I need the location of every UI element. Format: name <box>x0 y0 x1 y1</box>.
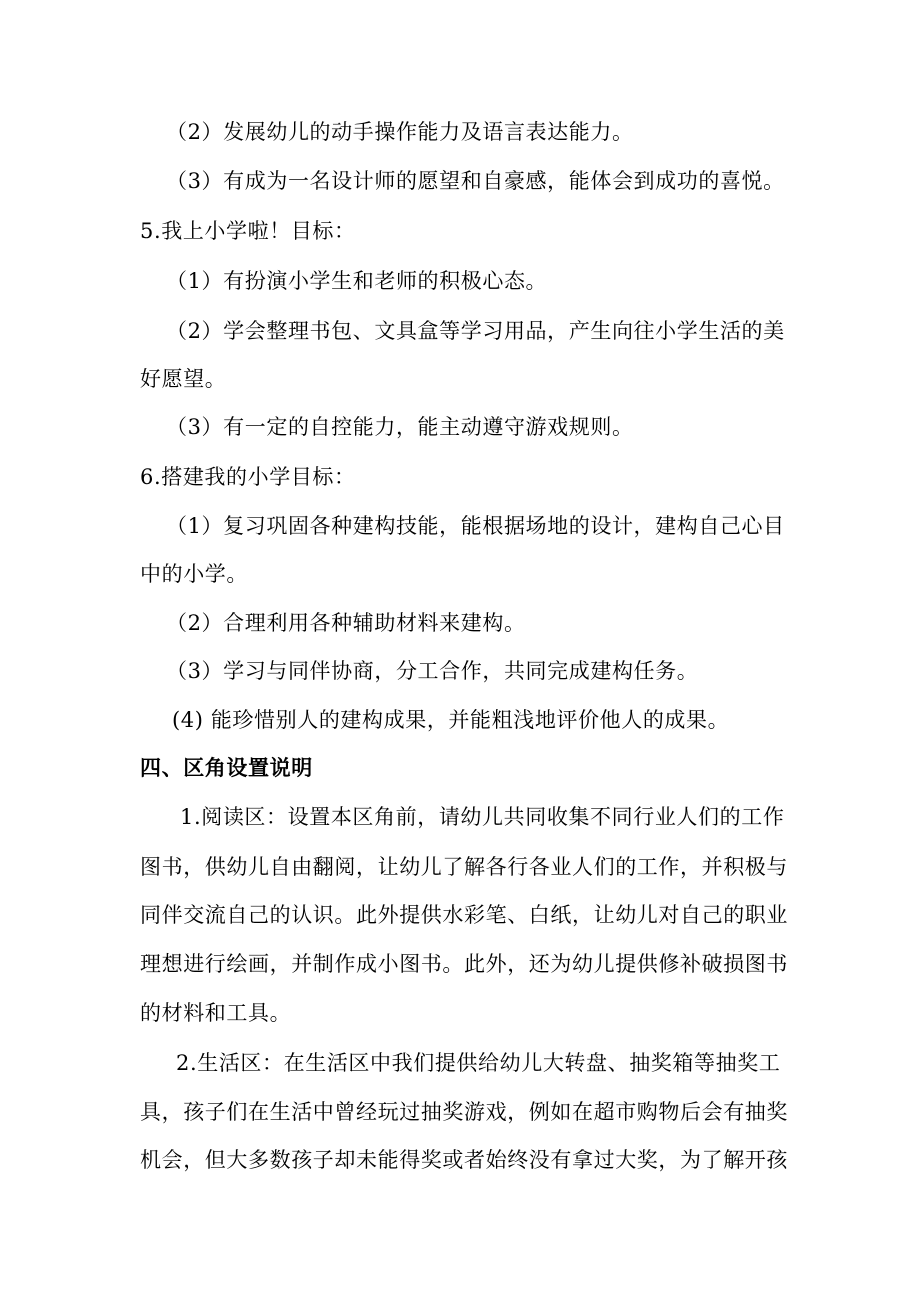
life-area-para-line-3: 机会，但大多数孩子却未能得奖或者始终没有拿过大奖，为了解开孩 <box>140 1148 788 1172</box>
goal-6-item-1-cont: 中的小学。 <box>140 562 248 586</box>
reading-area-para-line-2: 图书，供幼儿自由翻阅，让幼儿了解各行各业人们的工作，并积极与 <box>140 855 788 879</box>
goal-5-heading: 5.我上小学啦！目标： <box>140 219 356 243</box>
goal-6-item-4: (4) 能珍惜别人的建构成果，并能粗浅地评价他人的成果。 <box>172 708 730 732</box>
section-4-heading: 四、区角设置说明 <box>140 756 313 780</box>
goal-6-item-2: （2）合理利用各种辅助材料来建构。 <box>166 611 526 635</box>
goal-6-heading: 6.搭建我的小学目标： <box>140 465 356 489</box>
reading-area-para-line-3: 同伴交流自己的认识。此外提供水彩笔、白纸，让幼儿对自己的职业 <box>140 903 788 927</box>
goal-5-item-2: （2）学会整理书包、文具盒等学习用品，产生向往小学生活的美 <box>166 319 785 343</box>
life-area-para-line-2: 具，孩子们在生活中曾经玩过抽奖游戏，例如在超市购物后会有抽奖 <box>140 1100 788 1124</box>
reading-area-para-line-5: 的材料和工具。 <box>140 1001 292 1025</box>
goal-6-item-1: （1）复习巩固各种建构技能，能根据场地的设计，建构自己心目 <box>166 514 785 538</box>
goal-5-item-2-cont: 好愿望。 <box>140 367 227 391</box>
life-area-para-line-1: 2.生活区：在生活区中我们提供给幼儿大转盘、抽奖箱等抽奖工 <box>176 1051 781 1075</box>
goal-4-item-3: （3）有成为一名设计师的愿望和自豪感，能体会到成功的喜悦。 <box>166 169 785 193</box>
goal-5-item-1: （1）有扮演小学生和老师的积极心态。 <box>166 269 548 293</box>
goal-6-item-3: （3）学习与同伴协商，分工合作，共同完成建构任务。 <box>166 659 699 683</box>
goal-5-item-3: （3）有一定的自控能力，能主动遵守游戏规则。 <box>166 415 634 439</box>
goal-4-item-2: （2）发展幼儿的动手操作能力及语言表达能力。 <box>166 120 634 144</box>
reading-area-para-line-1: 1.阅读区：设置本区角前，请幼儿共同收集不同行业人们的工作 <box>180 805 785 829</box>
reading-area-para-line-4: 理想进行绘画，并制作成小图书。此外，还为幼儿提供修补破损图书 <box>140 952 788 976</box>
